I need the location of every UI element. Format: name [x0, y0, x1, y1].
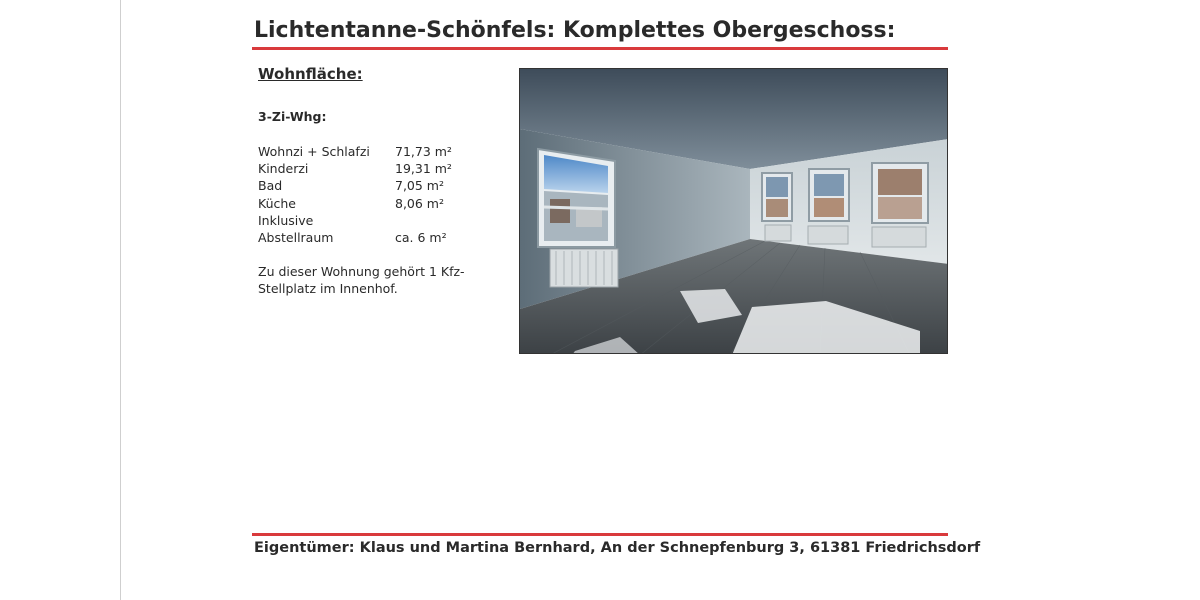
- room-area: 71,73 m²: [395, 144, 452, 159]
- room-row: [258, 143, 452, 160]
- room-row: [258, 160, 452, 177]
- room-name: Abstellraum: [258, 229, 334, 245]
- room-list: [258, 143, 452, 246]
- owner-footer: Eigentümer: Klaus und Martina Bernhard, An der Schnepfenburg 3, 61381 Friedrichsdorf: [254, 540, 981, 556]
- room-area: ca. 6 m²: [395, 229, 447, 245]
- room-name: Bad: [258, 178, 283, 194]
- room-row: [258, 195, 452, 212]
- room-area: 7,05 m²: [395, 178, 444, 194]
- room-name: Wohnzi + Schlafzi: [258, 144, 370, 159]
- room-photo: [519, 68, 948, 354]
- parking-note: Zu dieser Wohnung gehört 1 Kfz-Stellplatz im Innenhof.: [258, 264, 465, 297]
- page-title: Lichtentanne-Schönfels: Komplettes Obergeschoss:: [254, 18, 896, 43]
- page-margin-line: [120, 0, 121, 600]
- section-heading: Wohnfläche:: [258, 65, 363, 83]
- room-row: [258, 229, 452, 246]
- room-name: Inklusive: [258, 212, 314, 228]
- room-row: [258, 177, 452, 194]
- room-area: 19,31 m²: [395, 161, 452, 177]
- room-area: 8,06 m²: [395, 195, 444, 211]
- title-divider: [252, 47, 948, 50]
- room-row: [258, 212, 452, 229]
- room-name: Küche: [258, 195, 296, 211]
- footer-divider: [252, 533, 948, 536]
- room-name: Kinderzi: [258, 161, 309, 177]
- apartment-type: 3-Zi-Whg:: [258, 109, 327, 124]
